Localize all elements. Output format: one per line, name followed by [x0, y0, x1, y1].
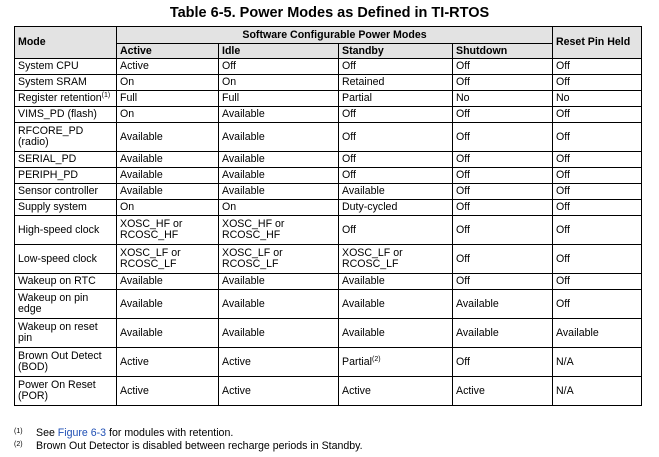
cell-text: Available	[222, 130, 265, 143]
footnote-mark: (1)	[14, 428, 23, 435]
cell-text: Off	[456, 130, 470, 143]
cell-text: Available	[556, 326, 599, 339]
table-cell	[219, 290, 339, 319]
software-modes-header: Software Configurable Power Modes	[117, 27, 553, 44]
cell-text: Full	[222, 92, 240, 104]
footnote-prefix: See	[36, 427, 58, 439]
table-cell	[553, 319, 642, 348]
table-cell	[117, 123, 219, 152]
row-label	[15, 75, 117, 91]
table-row	[15, 290, 642, 319]
table-cell	[553, 184, 642, 200]
table-cell	[219, 59, 339, 75]
table-cell	[219, 200, 339, 216]
cell-text: Available	[120, 130, 163, 143]
table-cell	[553, 377, 642, 406]
table-cell	[117, 107, 219, 123]
row-label-text: System SRAM	[18, 76, 87, 88]
row-label-text: Low-speed clock	[18, 252, 97, 265]
footnote-text	[36, 427, 233, 440]
cell-text: Off	[456, 201, 470, 213]
footnote-text: Brown Out Detector is disabled between recharge periods in Standby.	[36, 440, 363, 452]
column-header-active: Active	[117, 44, 219, 59]
cell-text: Available	[120, 297, 163, 310]
cell-text: Off	[456, 169, 470, 181]
table-cell	[339, 152, 453, 168]
table-cell	[553, 59, 642, 75]
table-cell	[219, 168, 339, 184]
table-row	[15, 274, 642, 290]
table-title: Table 6-5. Power Modes as Defined in TI-RTOS	[169, 5, 490, 21]
cell-text: Active	[456, 384, 485, 397]
table-row	[15, 152, 642, 168]
cell-text: Full	[120, 92, 138, 104]
table-cell	[117, 216, 219, 245]
table-row	[15, 245, 642, 274]
cell-text: Off	[456, 108, 470, 120]
table-cell	[219, 245, 339, 274]
power-modes-table	[14, 26, 642, 406]
table-cell	[219, 91, 339, 107]
cell-text: Off	[556, 252, 570, 265]
cell-text: Partial	[342, 355, 373, 368]
table-cell	[453, 152, 553, 168]
table-row	[15, 200, 642, 216]
table-cell	[453, 123, 553, 152]
cell-text: Available	[456, 326, 499, 339]
table-cell	[219, 319, 339, 348]
table-cell	[453, 245, 553, 274]
cell-text: Available	[342, 275, 385, 287]
cell-text: Off	[456, 185, 470, 197]
row-label-text: Wakeup on RTC	[18, 275, 96, 287]
cell-text: On	[120, 108, 135, 120]
cell-text: Active	[120, 355, 149, 368]
cell-text: Off	[556, 297, 570, 310]
cell-text: Off	[342, 130, 356, 143]
cell-text: Off	[556, 201, 570, 213]
table-cell	[453, 319, 553, 348]
row-label	[15, 168, 117, 184]
cell-text: Available	[222, 297, 265, 310]
table-cell	[117, 91, 219, 107]
table-row	[15, 91, 642, 107]
row-label	[15, 184, 117, 200]
cell-text: Available	[222, 275, 265, 287]
row-label-text: Wakeup on pin edge	[18, 292, 89, 315]
table-cell	[339, 59, 453, 75]
cell-text: Off	[556, 60, 570, 72]
table-cell	[453, 348, 553, 377]
cell-text: Off	[456, 275, 470, 287]
table-cell	[339, 377, 453, 406]
cell-text: Available	[342, 185, 385, 197]
cell-text: N/A	[556, 384, 574, 397]
table-row	[15, 377, 642, 406]
cell-text: Available	[120, 169, 163, 181]
cell-text: Off	[556, 185, 570, 197]
table-cell	[453, 184, 553, 200]
cell-text: On	[222, 76, 237, 88]
row-label-text: Brown Out Detect (BOD)	[18, 350, 102, 373]
table-row	[15, 184, 642, 200]
cell-text: Active	[222, 355, 251, 368]
row-label-text: RFCORE_PD (radio)	[18, 125, 84, 148]
row-label-text: High-speed clock	[18, 223, 100, 236]
table-row	[15, 59, 642, 75]
table-cell	[453, 216, 553, 245]
row-label-text: Register retention	[18, 92, 102, 104]
footnote-suffix: for modules with retention.	[106, 427, 234, 439]
table-cell	[453, 91, 553, 107]
table-cell	[117, 168, 219, 184]
column-header-shutdown: Shutdown	[453, 44, 553, 59]
row-label-text: PERIPH_PD	[18, 169, 79, 181]
table-cell	[339, 348, 453, 377]
table-cell	[553, 91, 642, 107]
cell-text: Available	[222, 169, 265, 181]
row-label	[15, 290, 117, 319]
table-cell	[339, 91, 453, 107]
row-label	[15, 348, 117, 377]
footnote-1	[14, 427, 641, 440]
cell-text: On	[222, 201, 237, 213]
cell-text: Available	[222, 326, 265, 339]
table-cell	[553, 200, 642, 216]
table-cell	[339, 216, 453, 245]
cell-text: Available	[222, 108, 265, 120]
table-cell	[453, 290, 553, 319]
header-row	[15, 27, 642, 44]
cell-text: XOSC_HF or RCOSC_HF	[222, 218, 285, 241]
row-label	[15, 245, 117, 274]
cell-text: Active	[342, 384, 371, 397]
footnotes	[14, 427, 641, 453]
cell-text: Off	[456, 223, 470, 236]
table-cell	[453, 107, 553, 123]
cell-text: Available	[120, 326, 163, 339]
row-label	[15, 152, 117, 168]
table-cell	[453, 168, 553, 184]
footnote-ref: (2)	[372, 355, 381, 363]
row-label-text: System CPU	[18, 60, 79, 72]
table-cell	[553, 274, 642, 290]
table-cell	[339, 123, 453, 152]
cell-text: Available	[120, 153, 163, 165]
table-cell	[219, 107, 339, 123]
table-cell	[339, 75, 453, 91]
cell-text: Off	[556, 76, 570, 88]
cell-text: Off	[342, 108, 356, 120]
cell-text: XOSC_LF or RCOSC_LF	[222, 247, 283, 270]
table-cell	[219, 274, 339, 290]
cell-text: Off	[342, 153, 356, 165]
table-cell	[553, 75, 642, 91]
cell-text: XOSC_HF or RCOSC_HF	[120, 218, 183, 241]
cell-text: Off	[556, 169, 570, 181]
cell-text: On	[120, 76, 135, 88]
table-cell	[453, 75, 553, 91]
row-label-text: Power On Reset (POR)	[18, 379, 96, 402]
cell-text: Retained	[342, 76, 385, 88]
table-cell	[219, 377, 339, 406]
cell-text: Available	[456, 297, 499, 310]
table-row	[15, 319, 642, 348]
cell-text: Off	[556, 108, 570, 120]
table-cell	[339, 184, 453, 200]
cell-text: XOSC_LF or RCOSC_LF	[342, 247, 403, 270]
table-cell	[339, 168, 453, 184]
cell-text: No	[556, 92, 570, 104]
row-label	[15, 123, 117, 152]
footnote-2	[14, 440, 641, 453]
cell-text: Off	[222, 60, 236, 72]
cell-text: Off	[456, 60, 470, 72]
cell-text: Off	[342, 223, 356, 236]
column-header-idle: Idle	[219, 44, 339, 59]
cell-text: Off	[456, 252, 470, 265]
table-cell	[117, 377, 219, 406]
table-cell	[117, 274, 219, 290]
table-cell	[117, 75, 219, 91]
table-row	[15, 123, 642, 152]
table-cell	[117, 200, 219, 216]
table-row	[15, 75, 642, 91]
cell-text: Off	[556, 275, 570, 287]
row-label	[15, 377, 117, 406]
column-header-standby: Standby	[339, 44, 453, 59]
row-label	[15, 107, 117, 123]
table-cell	[219, 123, 339, 152]
table-cell	[453, 274, 553, 290]
cell-text: Duty-cycled	[342, 201, 398, 213]
table-cell	[553, 152, 642, 168]
row-label-text: VIMS_PD (flash)	[18, 108, 97, 120]
table-cell	[219, 184, 339, 200]
row-label-text: Sensor controller	[18, 185, 99, 197]
table-cell	[339, 107, 453, 123]
table-cell	[339, 200, 453, 216]
reset-pin-header: Reset Pin Held	[553, 27, 642, 59]
table-cell	[117, 152, 219, 168]
row-label-text: SERIAL_PD	[18, 153, 77, 165]
cell-text: Off	[342, 60, 356, 72]
row-label	[15, 91, 117, 107]
table-cell	[553, 245, 642, 274]
footnote-ref: (1)	[101, 92, 111, 99]
table-row	[15, 216, 642, 245]
table-cell	[117, 245, 219, 274]
cell-text: Active	[120, 384, 149, 397]
table-cell	[117, 319, 219, 348]
table-cell	[219, 75, 339, 91]
cell-text: Active	[222, 384, 251, 397]
table-cell	[219, 348, 339, 377]
table-cell	[339, 274, 453, 290]
table-row	[15, 348, 642, 377]
footnote-mark: (2)	[14, 441, 23, 448]
row-label	[15, 274, 117, 290]
table-cell	[339, 290, 453, 319]
row-label-text: Supply system	[18, 201, 87, 213]
cell-text: Off	[456, 153, 470, 165]
cell-text: On	[120, 201, 135, 213]
table-cell	[453, 200, 553, 216]
cell-text: Off	[556, 223, 570, 236]
cell-text: Partial	[342, 92, 373, 104]
table-cell	[453, 59, 553, 75]
cell-text: Off	[556, 153, 570, 165]
cell-text: Available	[342, 297, 385, 310]
table-cell	[117, 59, 219, 75]
cell-text: No	[456, 92, 470, 104]
mode-header: Mode	[15, 27, 117, 59]
table-cell	[339, 245, 453, 274]
table-cell	[339, 319, 453, 348]
table-cell	[553, 168, 642, 184]
cell-text: Off	[456, 355, 470, 368]
row-label-text: Wakeup on reset pin	[18, 321, 98, 344]
row-label	[15, 216, 117, 245]
table-cell	[453, 377, 553, 406]
cell-text: Available	[120, 185, 163, 197]
table-cell	[117, 348, 219, 377]
table-cell	[219, 152, 339, 168]
cell-text: N/A	[556, 355, 574, 368]
cell-text: Active	[120, 60, 149, 72]
cell-text: Off	[556, 130, 570, 143]
table-cell	[117, 290, 219, 319]
row-label	[15, 200, 117, 216]
table-cell	[219, 216, 339, 245]
table-cell	[553, 348, 642, 377]
table-cell	[553, 107, 642, 123]
table-cell	[553, 290, 642, 319]
table-cell	[117, 184, 219, 200]
cell-text: Available	[342, 326, 385, 339]
table-row	[15, 168, 642, 184]
table-cell	[553, 216, 642, 245]
table-cell	[553, 123, 642, 152]
cell-text: Available	[222, 153, 265, 165]
row-label	[15, 319, 117, 348]
cell-text: Available	[120, 275, 163, 287]
row-label	[15, 59, 117, 75]
cell-text: Available	[222, 185, 265, 197]
cell-text: Off	[456, 76, 470, 88]
figure-link[interactable]: Figure 6-3	[57, 427, 107, 439]
cell-text: Off	[342, 169, 356, 181]
table-row	[15, 107, 642, 123]
cell-text: XOSC_LF or RCOSC_LF	[120, 247, 181, 270]
